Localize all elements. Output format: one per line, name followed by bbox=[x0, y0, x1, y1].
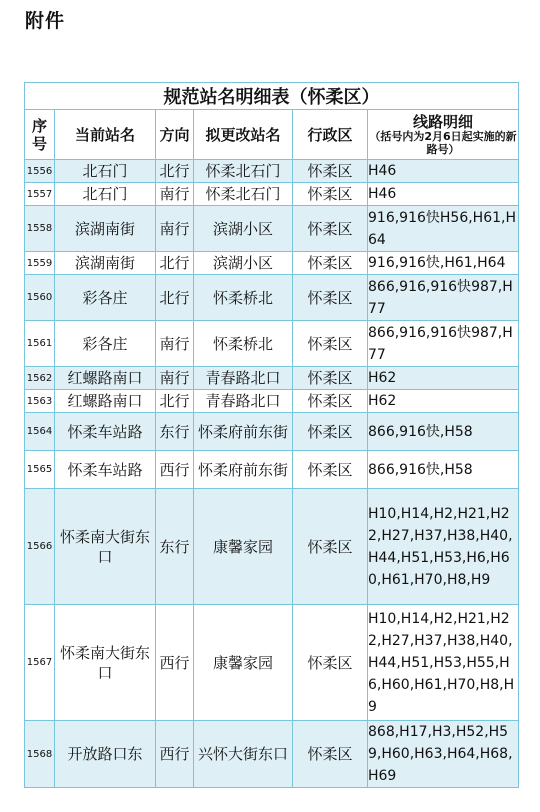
cell-new-name: 康馨家园 bbox=[194, 489, 293, 605]
table-row bbox=[25, 252, 519, 275]
cell-district: 怀柔区 bbox=[293, 321, 368, 367]
cell-current-name: 滨湖南街 bbox=[55, 206, 156, 252]
cell-seq: 1559 bbox=[25, 252, 55, 275]
cell-district: 怀柔区 bbox=[293, 721, 368, 788]
cell-routes: 866,916,916快987,H77 bbox=[368, 321, 519, 367]
cell-current-name: 怀柔车站路 bbox=[55, 413, 156, 451]
cell-seq: 1563 bbox=[25, 390, 55, 413]
cell-direction: 西行 bbox=[156, 721, 194, 788]
cell-routes: H46 bbox=[368, 183, 519, 206]
cell-district: 怀柔区 bbox=[293, 489, 368, 605]
cell-current-name: 开放路口东 bbox=[55, 721, 156, 788]
header-routes-label: 线路明细 bbox=[413, 112, 474, 131]
table-row bbox=[25, 275, 519, 321]
cell-new-name: 兴怀大街东口 bbox=[194, 721, 293, 788]
header-routes bbox=[368, 110, 519, 160]
cell-direction: 北行 bbox=[156, 390, 194, 413]
table-row bbox=[25, 160, 519, 183]
table-row bbox=[25, 206, 519, 252]
table-title: 规范站名明细表（怀柔区） bbox=[25, 83, 519, 110]
cell-seq: 1564 bbox=[25, 413, 55, 451]
cell-routes: 916,916快,H61,H64 bbox=[368, 252, 519, 275]
cell-new-name: 怀柔北石门 bbox=[194, 183, 293, 206]
cell-new-name: 滨湖小区 bbox=[194, 206, 293, 252]
cell-seq: 1568 bbox=[25, 721, 55, 788]
cell-direction: 东行 bbox=[156, 413, 194, 451]
cell-current-name: 怀柔车站路 bbox=[55, 451, 156, 489]
cell-current-name: 彩各庄 bbox=[55, 275, 156, 321]
cell-current-name: 红螺路南口 bbox=[55, 390, 156, 413]
cell-seq: 1558 bbox=[25, 206, 55, 252]
cell-district: 怀柔区 bbox=[293, 160, 368, 183]
cell-new-name: 青春路北口 bbox=[194, 367, 293, 390]
cell-current-name: 红螺路南口 bbox=[55, 367, 156, 390]
table-row bbox=[25, 721, 519, 788]
cell-routes: 916,916快H56,H61,H64 bbox=[368, 206, 519, 252]
cell-current-name: 彩各庄 bbox=[55, 321, 156, 367]
cell-new-name: 滨湖小区 bbox=[194, 252, 293, 275]
table-row bbox=[25, 390, 519, 413]
header-district: 行政区 bbox=[293, 110, 368, 160]
cell-routes: 866,916快,H58 bbox=[368, 413, 519, 451]
table-row bbox=[25, 183, 519, 206]
header-seq: 序号 bbox=[25, 110, 55, 160]
cell-seq: 1557 bbox=[25, 183, 55, 206]
cell-district: 怀柔区 bbox=[293, 413, 368, 451]
cell-district: 怀柔区 bbox=[293, 367, 368, 390]
cell-current-name: 北石门 bbox=[55, 160, 156, 183]
cell-direction: 南行 bbox=[156, 321, 194, 367]
cell-routes: H10,H14,H2,H21,H22,H27,H37,H38,H40,H44,H51,H53,H6,H60,H61,H70,H8,H9 bbox=[368, 489, 519, 605]
cell-direction: 西行 bbox=[156, 451, 194, 489]
cell-direction: 北行 bbox=[156, 275, 194, 321]
cell-seq: 1560 bbox=[25, 275, 55, 321]
cell-routes: 866,916快,H58 bbox=[368, 451, 519, 489]
cell-new-name: 怀柔桥北 bbox=[194, 275, 293, 321]
header-current-name: 当前站名 bbox=[55, 110, 156, 160]
cell-new-name: 康馨家园 bbox=[194, 605, 293, 721]
header-new-name: 拟更改站名 bbox=[194, 110, 293, 160]
cell-current-name: 滨湖南街 bbox=[55, 252, 156, 275]
cell-routes: H10,H14,H2,H21,H22,H27,H37,H38,H40,H44,H51,H53,H55,H6,H60,H61,H70,H8,H9 bbox=[368, 605, 519, 721]
header-direction: 方向 bbox=[156, 110, 194, 160]
station-rename-table bbox=[24, 82, 519, 788]
cell-district: 怀柔区 bbox=[293, 275, 368, 321]
cell-new-name: 怀柔府前东街 bbox=[194, 451, 293, 489]
cell-seq: 1566 bbox=[25, 489, 55, 605]
table-row bbox=[25, 413, 519, 451]
cell-seq: 1567 bbox=[25, 605, 55, 721]
cell-direction: 北行 bbox=[156, 160, 194, 183]
cell-routes: 866,916,916快987,H77 bbox=[368, 275, 519, 321]
cell-routes: 868,H17,H3,H52,H59,H60,H63,H64,H68,H69 bbox=[368, 721, 519, 788]
cell-current-name: 怀柔南大街东口 bbox=[55, 605, 156, 721]
cell-seq: 1561 bbox=[25, 321, 55, 367]
header-routes-note: （括号内为2月6日起实施的新路号） bbox=[369, 129, 517, 156]
cell-district: 怀柔区 bbox=[293, 206, 368, 252]
cell-new-name: 怀柔桥北 bbox=[194, 321, 293, 367]
cell-new-name: 青春路北口 bbox=[194, 390, 293, 413]
cell-new-name: 怀柔北石门 bbox=[194, 160, 293, 183]
cell-direction: 东行 bbox=[156, 489, 194, 605]
cell-direction: 北行 bbox=[156, 252, 194, 275]
cell-district: 怀柔区 bbox=[293, 252, 368, 275]
cell-seq: 1556 bbox=[25, 160, 55, 183]
table-row bbox=[25, 451, 519, 489]
cell-direction: 南行 bbox=[156, 183, 194, 206]
cell-direction: 南行 bbox=[156, 367, 194, 390]
cell-district: 怀柔区 bbox=[293, 451, 368, 489]
cell-current-name: 怀柔南大街东口 bbox=[55, 489, 156, 605]
table-row bbox=[25, 367, 519, 390]
table-row bbox=[25, 605, 519, 721]
table-row bbox=[25, 321, 519, 367]
cell-routes: H46 bbox=[368, 160, 519, 183]
cell-district: 怀柔区 bbox=[293, 605, 368, 721]
cell-seq: 1565 bbox=[25, 451, 55, 489]
cell-seq: 1562 bbox=[25, 367, 55, 390]
cell-current-name: 北石门 bbox=[55, 183, 156, 206]
cell-direction: 西行 bbox=[156, 605, 194, 721]
cell-routes: H62 bbox=[368, 390, 519, 413]
attachment-label: 附件 bbox=[25, 10, 66, 32]
cell-routes: H62 bbox=[368, 367, 519, 390]
cell-direction: 南行 bbox=[156, 206, 194, 252]
cell-district: 怀柔区 bbox=[293, 390, 368, 413]
table-row bbox=[25, 489, 519, 605]
cell-district: 怀柔区 bbox=[293, 183, 368, 206]
cell-new-name: 怀柔府前东街 bbox=[194, 413, 293, 451]
